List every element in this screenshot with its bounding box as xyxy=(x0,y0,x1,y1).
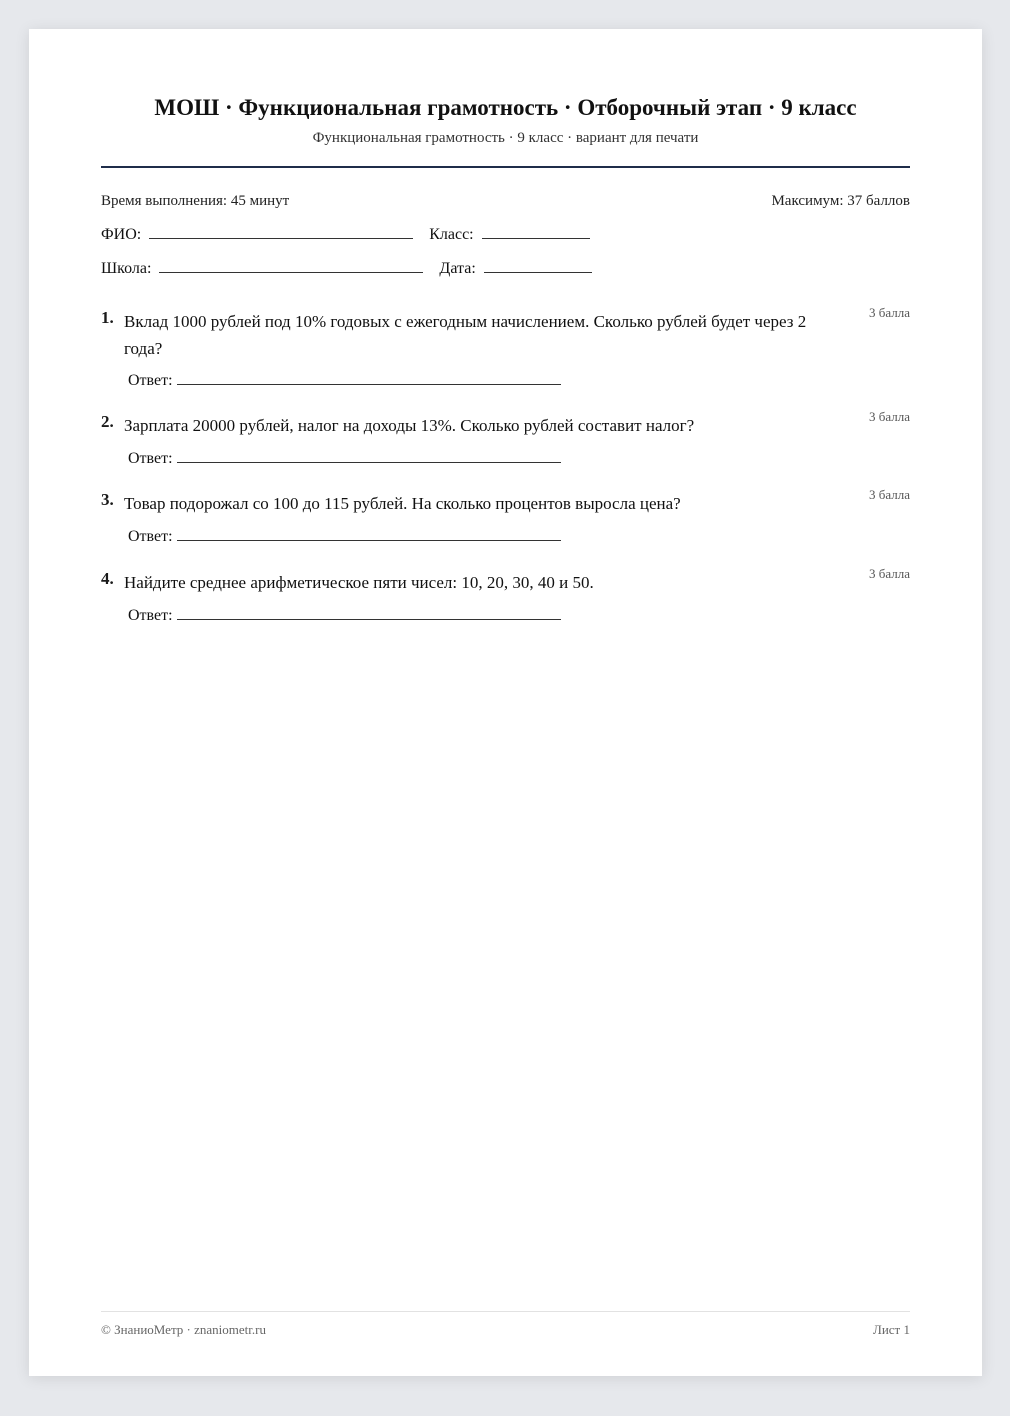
answer-label: Ответ: xyxy=(128,372,173,389)
answer-row xyxy=(128,607,561,625)
answer-row xyxy=(128,450,561,468)
fields-row-1 xyxy=(101,226,590,244)
page-number: Лист 1 xyxy=(873,1322,910,1337)
question-number: 1. xyxy=(101,308,114,327)
page-content xyxy=(101,29,910,1376)
fields-row-2 xyxy=(101,260,592,278)
fio-label: ФИО: xyxy=(101,226,142,243)
question-points: 3 балла xyxy=(869,409,910,424)
answer-label: Ответ: xyxy=(128,450,173,467)
question-text: Найдите среднее арифметическое пяти чисел: 10, 20, 30, 40 и 50. xyxy=(124,573,594,592)
date-label: Дата: xyxy=(439,260,476,277)
answer-label: Ответ: xyxy=(128,528,173,545)
answer-blank[interactable] xyxy=(177,461,561,463)
max-score: Максимум: 37 баллов xyxy=(771,193,910,209)
printable-page xyxy=(29,29,982,1376)
question-text: Товар подорожал со 100 до 115 рублей. На сколько процентов выросла цена? xyxy=(124,494,681,513)
answer-row xyxy=(128,372,561,390)
question-number: 3. xyxy=(101,490,114,509)
class-blank[interactable] xyxy=(482,237,590,239)
question-points: 3 балла xyxy=(869,305,910,320)
question-number: 2. xyxy=(101,412,114,431)
school-label: Школа: xyxy=(101,260,152,277)
fio-blank[interactable] xyxy=(149,237,413,239)
header-divider xyxy=(101,166,910,168)
date-blank[interactable] xyxy=(484,271,592,273)
footer-divider xyxy=(101,1311,910,1312)
question-points: 3 балла xyxy=(869,487,910,502)
answer-blank[interactable] xyxy=(177,539,561,541)
question-text: Зарплата 20000 рублей, налог на доходы 13%. Сколько рублей составит налог? xyxy=(124,416,695,435)
answer-blank[interactable] xyxy=(177,618,561,620)
question-number: 4. xyxy=(101,569,114,588)
answer-blank[interactable] xyxy=(177,383,561,385)
footer-copyright: © ЗнаниоМетр · znaniometr.ru xyxy=(101,1322,266,1337)
answer-row xyxy=(128,528,561,546)
page-subtitle: Функциональная грамотность · 9 класс · вариант для печати xyxy=(312,130,699,146)
answer-label: Ответ: xyxy=(128,607,173,624)
time-limit: Время выполнения: 45 минут xyxy=(101,193,290,209)
question-text: Вклад 1000 рублей под 10% годовых с ежегодным начислением. Сколько рублей будет через 2 года? xyxy=(124,312,807,358)
page-title: МОШ · Функциональная грамотность · Отборочный этап · 9 класс xyxy=(154,95,857,120)
school-blank[interactable] xyxy=(159,271,423,273)
class-label: Класс: xyxy=(429,226,474,243)
question-points: 3 балла xyxy=(869,566,910,581)
